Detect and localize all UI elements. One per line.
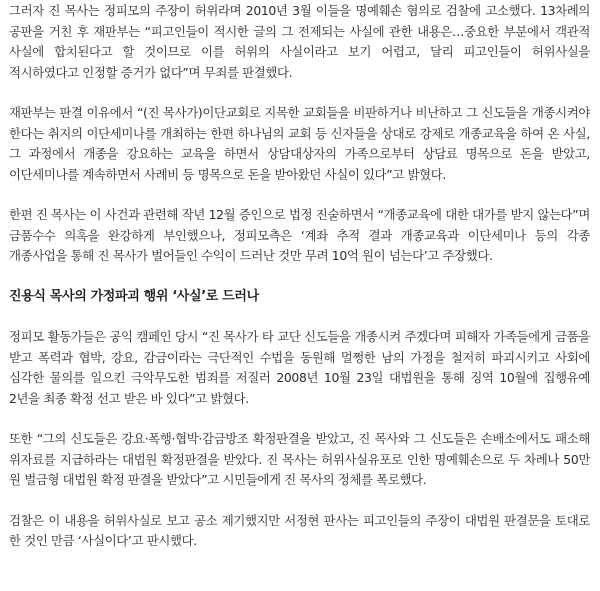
paragraph-court-reasoning: 재판부는 판결 이유에서 “(진 목사가)이단교회로 지목한 교회들을 비판하거나 비난하고 그 신도들을 개종시켜야 한다는 취지의 이단세미나를 개최하는 한편 하나님의 교회 등 신자들을 상대로 강제로 개종교육을 하여 온 사실, 그 과정에서 개종을 강요하는 교육을 하면서 상담대상자의 가족으로부터 상담료 명목으로 돈을 받았고, 이단세미나를 계속하면서 사례비 등 명목으로 돈을 받아왔던 사실이 있다”고 밝혔다.	[9, 105, 590, 182]
paragraph-final-ruling: 검찰은 이 내용을 허위사실로 보고 공소 제기했지만 서정현 판사는 피고인들의 주장이 대법원 판결문을 토대로 한 것인 만큼 ‘사실이다’고 판시했다.	[9, 512, 590, 548]
section-heading: 진용식 목사의 가정파괴 행위 ‘사실’로 드러나	[9, 288, 259, 304]
paragraph-indictment-and-verdict: 그러자 진 목사는 정피모의 주장이 허위라며 2010년 3월 이들을 명예훼손 혐의로 검찰에 고소했다. 13차례의 공판을 거친 후 재판부는 “피고인들이 적시한 글의 그 전제되는 사실에 관한 내용은…중요한 부분에서 객관적 사실에 합치된다고 할 것이므로 이를 허위의 사실이라고 보기 어렵고, 달리 피고인들이 허위사실을 적시하였다고 인정할 증거가 없다”며 무죄를 판결했다.	[9, 3, 590, 80]
paragraph-campaign-statement: 정피모 활동가들은 공익 캠페인 당시 “진 목사가 타 교단 신도들을 개종시켜 주겠다며 피해자 가족들에게 금품을 받고 폭력과 협박, 강요, 감금이라는 극단적인 수법을 동원해 멀쩡한 남의 가정을 철저히 파괴시키고 사회에 심각한 물의를 일으킨 극악무도한 범죄를 저질러 2008년 10월 23일 대법원을 통해 징역 10월에 집행유예 2년을 최종 확정 선고 받은 바 있다”고 밝혔다.	[9, 329, 590, 406]
paragraph-court-rulings: 또한 “그의 신도들은 강요·폭행·협박·감금방조 확정판결을 받았고, 진 목사와 그 신도들은 손배소에서도 패소해 위자료를 지급하라는 대법원 확정판결을 받았다. 진 목사는 허위사실유포로 인한 명예훼손으로 두 차례나 50만 원 벌금형 대법원 확정 판결을 받았다”고 시민들에게 진 목사의 정체를 폭로했다.	[9, 431, 590, 487]
paragraph-testimony-and-claims: 한편 진 목사는 이 사건과 관련해 작년 12월 증인으로 법정 진술하면서 “개종교육에 대한 대가를 받지 않는다”며 금품수수 의혹을 완강하게 부인했으나, 정피모측은 ‘계좌 추적 결과 개종교육과 이단세미나 등의 각종 개종사업을 통해 진 목사가 벌어들인 수익이 드러난 것만 무려 10억 원이 넘는다’고 주장했다.	[9, 207, 590, 263]
